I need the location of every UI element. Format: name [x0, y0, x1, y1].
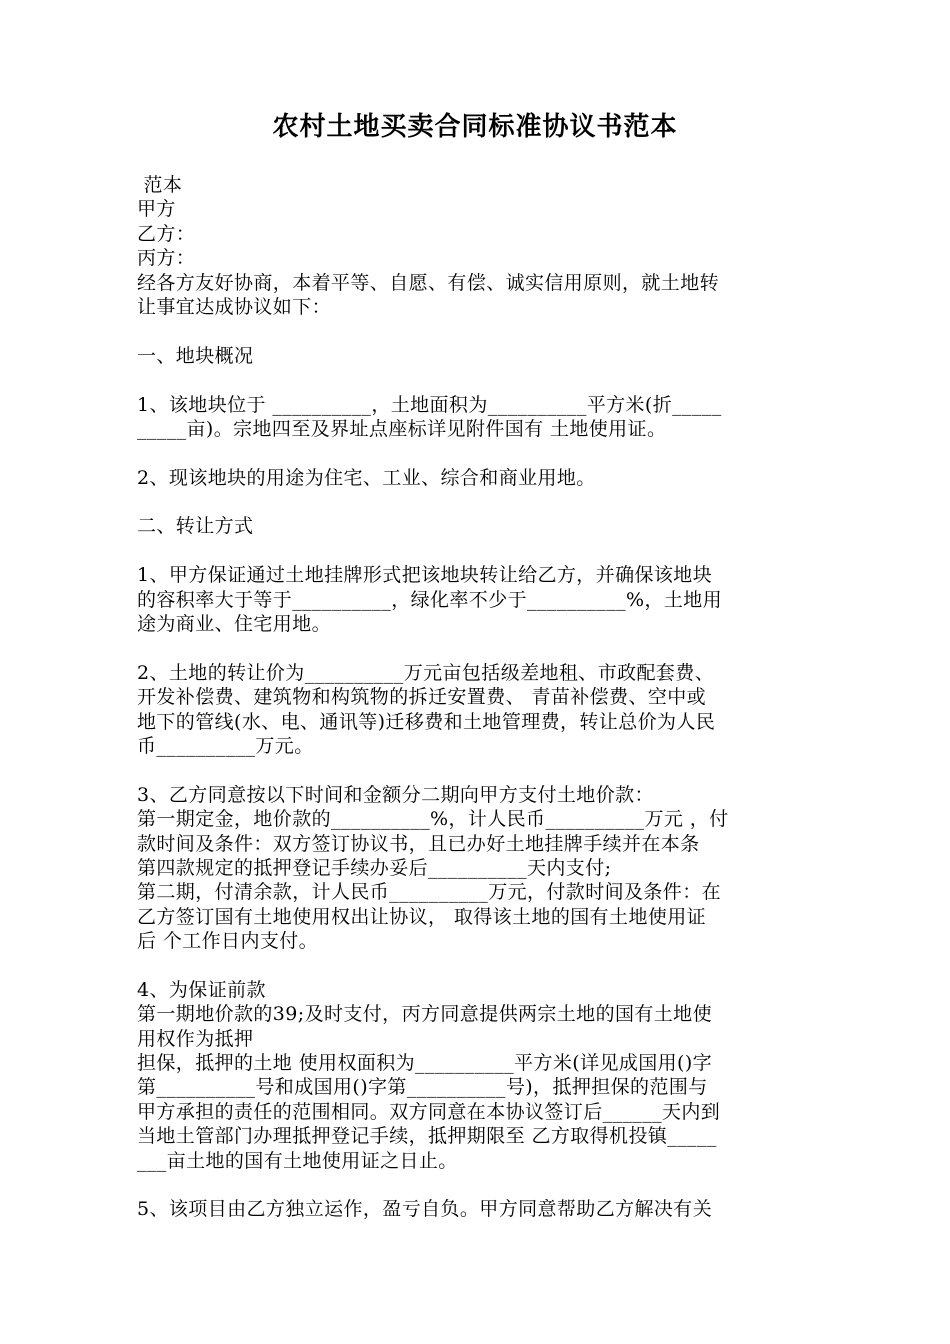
blank-line — [137, 758, 817, 782]
blank-line — [137, 490, 817, 514]
blank-line — [137, 441, 817, 465]
text-line: 5、该项目由乙方独立运作，盈亏自负。甲方同意帮助乙方解决有关 — [137, 1198, 713, 1221]
text-line: 第一期地价款的39;及时支付，丙方同意提供两宗土地的国有土地使 — [137, 1003, 712, 1026]
text-line: 2、土地的转让价为__________万元亩包括级差地租、市政配套费、 — [137, 661, 715, 684]
blank-line — [137, 954, 817, 978]
text-line: 4、为保证前款 — [137, 978, 266, 1001]
text-line: 甲方 — [137, 198, 176, 221]
text-line: 丙方： — [137, 247, 196, 270]
text-line: 途为商业、住宅用地。 — [137, 613, 332, 636]
text-line: 2、现该地块的用途为住宅、工业、综合和商业用地。 — [137, 466, 596, 489]
text-line: 第一期定金，地价款的__________%，计人民币__________万元 ，付 — [137, 808, 729, 831]
blank-line — [137, 319, 817, 343]
text-line: 第二期，付清余款，计人民币__________万元，付款时间及条件：在 — [137, 881, 722, 904]
blank-line — [137, 1173, 817, 1197]
text-line: 担保，抵押的土地 使用权面积为__________平方米(详见成国用()字 — [137, 1052, 713, 1075]
text-line: 开发补偿费、建筑物和构筑物的拆迁安置费、 青苗补偿费、空中或 — [137, 686, 707, 709]
text-line: ___亩土地的国有土地使用证之日止。 — [137, 1149, 458, 1172]
text-line: 甲方承担的责任的范围相同。双方同意在本协议签订后______天内到 — [137, 1100, 721, 1123]
text-line: 乙方签订国有土地使用权出让协议， 取得该土地的国有土地使用证 — [137, 905, 707, 928]
text-line: 地下的管线(水、电、通讯等)迁移费和土地管理费，转让总价为人民 — [137, 710, 716, 733]
document-body — [137, 173, 817, 1222]
text-line: 款时间及条件：双方签订协议书，且已办好土地挂牌手续并在本条 — [137, 832, 700, 855]
document-title: 农村土地买卖合同标准协议书范本 — [272, 112, 678, 142]
text-line: 第__________号和成国用()字第__________号)，抵押担保的范围与 — [137, 1076, 708, 1099]
text-line: 3、乙方同意按以下时间和金额分二期向甲方支付土地价款： — [137, 783, 654, 806]
text-line: 当地土管部门办理抵押登记手续，抵押期限至 乙方取得机投镇_____ — [137, 1125, 717, 1148]
text-line: _____亩)。宗地四至及界址点座标详见附件国有 土地使用证。 — [137, 417, 667, 440]
text-line: 1、该地块位于 __________，土地面积为__________平方米(折_____ — [137, 393, 722, 416]
text-line: 二、转让方式 — [137, 515, 254, 538]
text-line: 用权作为抵押 — [137, 1027, 254, 1050]
text-line: 后 个工作日内支付。 — [137, 930, 319, 953]
text-line: 乙方： — [137, 222, 196, 245]
text-line: 第四款规定的抵押登记手续办妥后__________天内支付; — [137, 856, 612, 879]
text-line: 经各方友好协商，本着平等、自愿、有偿、诚实信用原则，就土地转 — [137, 271, 720, 294]
blank-line — [137, 368, 817, 392]
blank-line — [137, 636, 817, 660]
text-line: 一、地块概况 — [137, 344, 254, 367]
text-line: 1、甲方保证通过土地挂牌形式把该地块转让给乙方，并确保该地块 — [137, 564, 713, 587]
text-line: 币__________万元。 — [137, 734, 314, 757]
text-line: 范本 — [137, 174, 183, 196]
text-line: 让事宜达成协议如下： — [137, 295, 332, 318]
text-line: 的容积率大于等于__________，绿化率不少于__________%，土地用 — [137, 588, 723, 611]
blank-line — [137, 539, 817, 563]
